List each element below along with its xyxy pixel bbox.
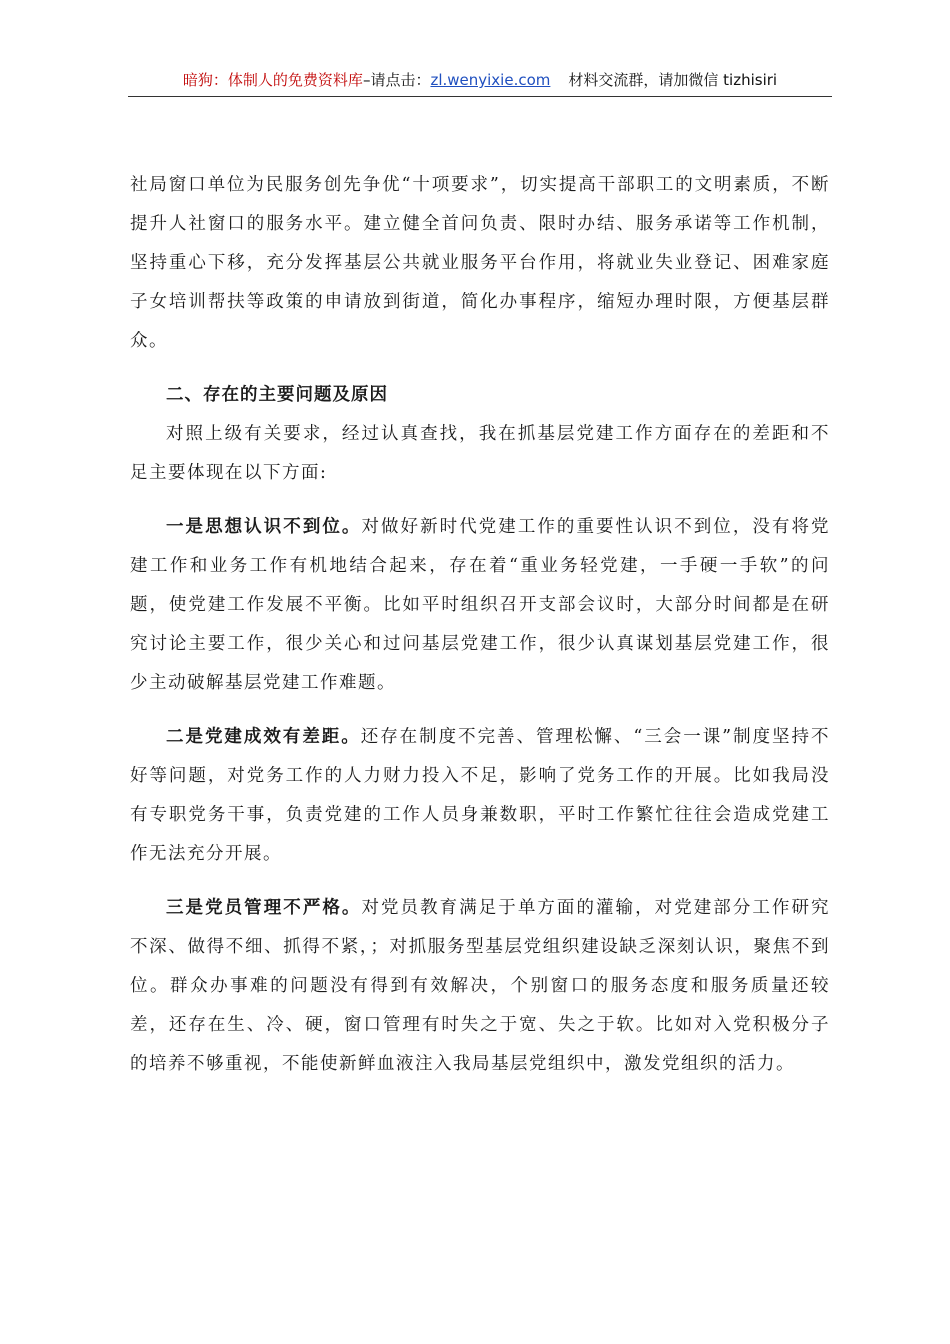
document-body <box>130 166 830 1084</box>
page-header <box>128 66 832 97</box>
header-click-prompt: –请点击： <box>362 71 431 89</box>
paragraph-item-2 <box>130 718 830 874</box>
item-1-text: 对做好新时代党建工作的重要性认识不到位，没有将党建工作和业务工作有机地结合起来，存在着“重业务轻党建，一手硬一手软”的问题，使党建工作发展不平衡。比如平时组织召开支部会议时，大部分时间都是在研究讨论主要工作，很少关心和过问基层党建工作，很少认真谋划基层党建工作，很少主动破解基层党建工作难题。 <box>130 517 831 693</box>
item-2-text: 还存在制度不完善、管理松懈、“三会一课”制度坚持不好等问题，对党务工作的人力财力投入不足，影响了党务工作的开展。比如我局没有专职党务干事，负责党建的工作人员身兼数职，平时工作繁忙往往会造成党建工作无法充分开展。 <box>130 727 830 864</box>
header-wechat-note: 材料交流群，请加微信 tizhisiri <box>568 71 778 89</box>
header-link[interactable]: zl.wenyixie.com <box>430 71 551 89</box>
paragraph-overview: 对照上级有关要求，经过认真查找，我在抓基层党建工作方面存在的差距和不足主要体现在以下方面: <box>130 424 830 483</box>
paragraph-item-1 <box>130 508 830 703</box>
paragraph-item-3 <box>130 889 830 1084</box>
section-heading: 二、存在的主要问题及原因 <box>166 385 388 405</box>
item-1-lead: 一是思想认识不到位。 <box>166 517 362 537</box>
item-2-lead: 二是党建成效有差距。 <box>166 727 361 747</box>
header-site-name: 暗狗：体制人的免费资料库 <box>182 71 363 89</box>
paragraph-intro: 社局窗口单位为民服务创先争优“十项要求”，切实提高干部职工的文明素质，不断提升人社窗口的服务水平。建立健全首问负责、限时办结、服务承诺等工作机制，坚持重心下移，充分发挥基层公共就业服务平台作用，将就业失业登记、困难家庭子女培训帮扶等政策的申请放到街道，简化办事程序，缩短办理时限，方便基层群众。 <box>130 175 830 351</box>
item-3-text: 对党员教育满足于单方面的灌输，对党建部分工作研究不深、做得不细、抓得不紧，；对抓服务型基层党组织建设缺乏深刻认识，聚焦不到位。群众办事难的问题没有得到有效解决，个别窗口的服务态度和服务质量还较差，还存在生、冷、硬，窗口管理有时失之于宽、失之于软。比如对入党积极分子的培养不够重视，不能使新鲜血液注入我局基层党组织中，激发党组织的活力。 <box>130 898 831 1074</box>
item-3-lead: 三是党员管理不严格。 <box>166 898 362 918</box>
